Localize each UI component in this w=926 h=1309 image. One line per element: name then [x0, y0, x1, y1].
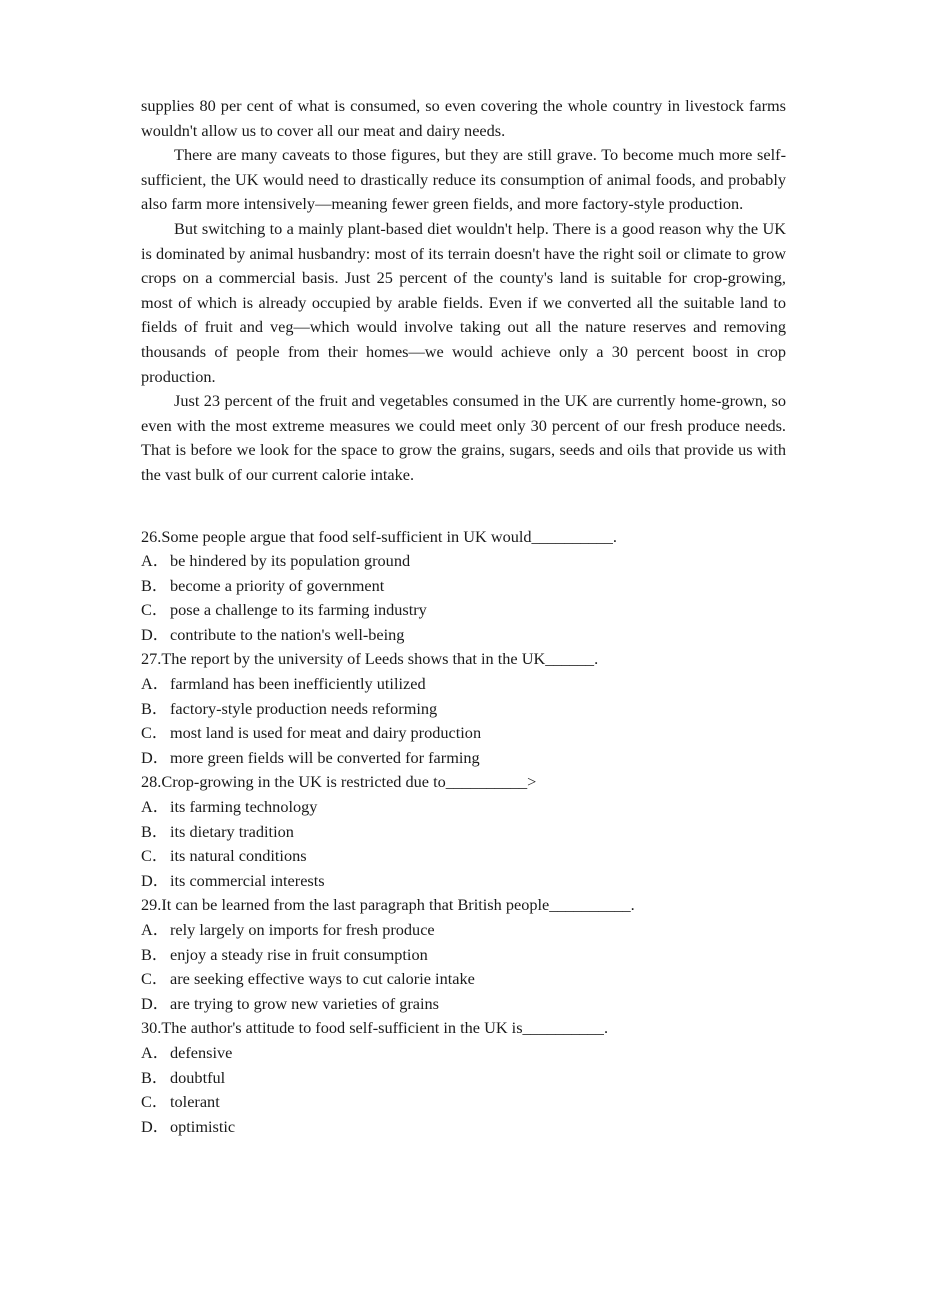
- option-letter: C．: [141, 723, 169, 743]
- option-letter: D．: [141, 624, 170, 644]
- option-text: its commercial interests: [170, 870, 325, 890]
- option-letter: A．: [141, 674, 170, 694]
- option-text: its farming technology: [170, 797, 318, 817]
- option-text: its dietary tradition: [170, 821, 294, 841]
- option-letter: D．: [141, 870, 170, 890]
- option-letter: C．: [141, 1092, 169, 1112]
- option-letter: B．: [141, 575, 169, 595]
- option-text: farmland has been inefficiently utilized: [170, 674, 426, 694]
- option-d: [141, 992, 786, 1017]
- reading-passage: [141, 94, 786, 488]
- question-stem: 30.The author's attitude to food self-sufficient in the UK is__________.: [141, 1018, 609, 1038]
- option-letter: D．: [141, 747, 170, 767]
- option-a: [141, 549, 786, 574]
- question-stem: 28.Crop-growing in the UK is restricted due to__________>: [141, 772, 537, 792]
- option-text: most land is used for meat and dairy production: [170, 723, 482, 743]
- question-27: [141, 647, 786, 770]
- option-letter: B．: [141, 944, 169, 964]
- option-text: optimistic: [170, 1116, 236, 1136]
- option-a: [141, 795, 786, 820]
- option-letter: C．: [141, 600, 169, 620]
- question-stem: 26.Some people argue that food self-sufficient in UK would__________.: [141, 526, 617, 546]
- option-d: [141, 623, 786, 648]
- passage-paragraph-1: supplies 80 per cent of what is consumed, so even covering the whole country in livestock farms wouldn't allow us to cover all our meat and dairy needs.: [141, 96, 786, 140]
- option-text: be hindered by its population ground: [170, 551, 411, 571]
- option-letter: A．: [141, 1042, 170, 1062]
- option-b: [141, 1066, 786, 1091]
- option-text: pose a challenge to its farming industry: [170, 600, 427, 620]
- option-text: tolerant: [170, 1092, 220, 1112]
- option-b: [141, 697, 786, 722]
- passage-paragraph-2: There are many caveats to those figures, but they are still grave. To become much more self-sufficient, the UK would need to drastically reduce its consumption of animal foods, and probably also farm more intensively—meaning fewer green fields, and more factory-style production.: [141, 145, 786, 214]
- question-26: [141, 525, 786, 648]
- option-text: more green fields will be converted for farming: [170, 747, 480, 767]
- option-letter: A．: [141, 797, 170, 817]
- option-c: [141, 721, 786, 746]
- option-letter: C．: [141, 969, 169, 989]
- option-c: [141, 844, 786, 869]
- option-text: contribute to the nation's well-being: [170, 624, 405, 644]
- option-letter: C．: [141, 846, 169, 866]
- option-c: [141, 967, 786, 992]
- option-text: are trying to grow new varieties of grains: [170, 993, 440, 1013]
- question-list: [141, 525, 786, 1140]
- option-d: [141, 746, 786, 771]
- option-letter: A．: [141, 920, 170, 939]
- option-text: are seeking effective ways to cut calorie intake: [170, 969, 475, 989]
- option-b: [141, 820, 786, 845]
- question-29: [141, 893, 786, 1016]
- option-letter: B．: [141, 698, 169, 718]
- question-stem: 27.The report by the university of Leeds shows that in the UK______.: [141, 649, 599, 669]
- option-letter: D．: [141, 1116, 170, 1136]
- passage-paragraph-3: But switching to a mainly plant-based diet wouldn't help. There is a good reason why the UK is dominated by animal husbandry: most of its terrain doesn't have the right soil or climate to grow crops on a commercial basis. Just 25 percent of the county's land is suitable for crop-growing, most of which is already occupied by arable fields. Even if we converted all the suitable land to fields of fruit and veg—which would involve taking out all the nature reserves and removing thousands of people from their homes—we would achieve only a 30 percent boost in crop production.: [141, 218, 786, 386]
- option-a: [141, 918, 786, 943]
- option-text: its natural conditions: [170, 846, 307, 866]
- option-a: [141, 672, 786, 697]
- option-letter: B．: [141, 1067, 169, 1087]
- option-text: enjoy a steady rise in fruit consumption: [170, 944, 428, 964]
- option-b: [141, 574, 786, 599]
- question-stem: 29.It can be learned from the last paragraph that British people__________.: [141, 895, 635, 915]
- document-page: [141, 94, 786, 1139]
- option-letter: B．: [141, 821, 169, 841]
- option-text: factory-style production needs reforming: [170, 698, 438, 718]
- option-text: rely largely on imports for fresh produce: [170, 920, 435, 939]
- option-d: [141, 1115, 786, 1140]
- option-d: [141, 869, 786, 894]
- question-30: [141, 1016, 786, 1139]
- option-text: become a priority of government: [170, 575, 385, 595]
- passage-paragraph-4: Just 23 percent of the fruit and vegetables consumed in the UK are currently home-grown, so even with the most extreme measures we could meet only 30 percent of our fresh produce needs. That is before we look for the space to grow the grains, sugars, seeds and oils that provide us with the vast bulk of our current calorie intake.: [141, 391, 786, 484]
- option-text: defensive: [170, 1042, 233, 1062]
- option-b: [141, 943, 786, 968]
- question-28: [141, 770, 786, 893]
- option-c: [141, 598, 786, 623]
- option-letter: D．: [141, 993, 170, 1013]
- option-text: doubtful: [170, 1067, 226, 1087]
- option-c: [141, 1090, 786, 1115]
- option-a: [141, 1041, 786, 1066]
- option-letter: A．: [141, 551, 170, 571]
